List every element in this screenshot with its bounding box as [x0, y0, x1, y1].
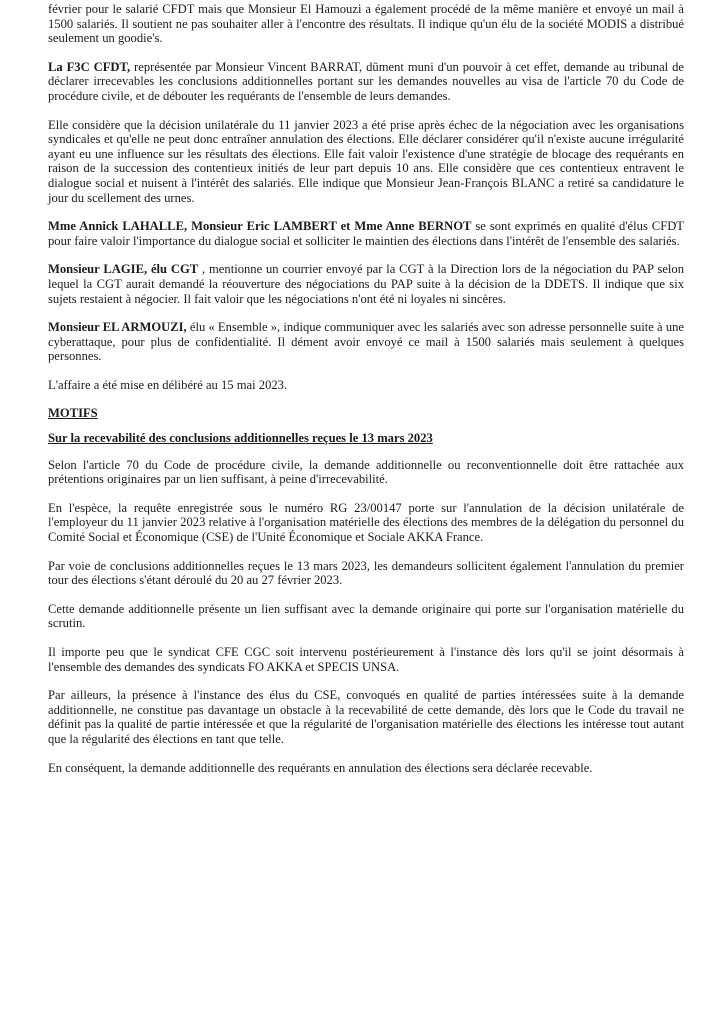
paragraph-elus-cse: Par ailleurs, la présence à l'instance des élus du CSE, convoqués en qualité de parties intéressées suite à la demande additionnelle, ne constitue pas davantage un obstacle à la recevabilité de cette demande, dès lors que le Code du travail ne définit pas la qualité de partie intéressée et que la régularité de l'organisation matérielle des élections les intéresse tout autant que la régularité des élections en tant que telle. [48, 688, 684, 746]
section-heading-motifs: MOTIFS [48, 406, 98, 421]
paragraph-cfe-cgc: Il importe peu que le syndicat CFE CGC soit intervenu postérieurement à l'instance dès lors qu'il se joint désormais à l'ensemble des demandes des syndicats FO AKKA et SPECIS UNSA. [48, 645, 684, 674]
party-name: La F3C CFDT, [48, 59, 131, 74]
paragraph-text: élu « Ensemble », indique communiquer avec les salariés avec son adresse personnelle suite à une cyberattaque, pour plus de confidentialité. Il dément avoir envoyé ce mail à 1500 salariés mais seulement à quelques personnes. [48, 320, 685, 364]
paragraph-f3c-cfdt [48, 60, 684, 104]
party-name: Monsieur EL ARMOUZI, [48, 320, 187, 335]
paragraph-delibere: L'affaire a été mise en délibéré au 15 mai 2023. [48, 377, 288, 392]
paragraph-lagie-cgt [48, 262, 684, 306]
paragraph-el-armouzi [48, 320, 684, 364]
party-name: Monsieur LAGIE, élu CGT [48, 262, 199, 277]
paragraph-article-70: Selon l'article 70 du Code de procédure civile, la demande additionnelle ou reconventionnelle doit être rattachée aux prétentions originaires par un lien suffisant, à peine d'irrecevabilité. [48, 457, 684, 487]
paragraph-text: représentée par Monsieur Vincent BARRAT, dûment muni d'un pouvoir à cet effet, demande au tribunal de déclarer irrecevables les conclusions additionnelles portant sur les demandes nouvelles au visa de l'article 70 du Code de procédure civile, et de débouter les requérants de l'ensemble de leurs demandes. [48, 59, 684, 103]
paragraph-decision-unilaterale: Elle considère que la décision unilatérale du 11 janvier 2023 a été prise après échec de la négociation avec les organisations syndicales et qu'elle ne peut donc entraîner annulation des élections. Elle déclarer considérer qu'il n'existe aucune irrégularité ayant eu une influence sur les résultats des élections. Elle fait valoir l'existence d'une stratégie de blocage des requérants en raison de la succession des contentieux initiés de leur part depuis 10 ans. Elle considère que ces contentieux entravent le dialogue social et nuisent à l'intérêt des salariés. Elle indique que Monsieur Jean-François BLANC a retiré sa candidature le jour du scellement des urnes. [48, 117, 684, 205]
document-page [48, 2, 684, 789]
paragraph-text: , mentionne un courrier envoyé par la CGT à la Direction lors de la négociation du PAP selon lequel la CGT aurait demandé la réouverture des négociations du PAP suite à la décision de la DDETS. Il indique que six sujets restaient à négocier. Il fait valoir que les négociations n'ont été ni loyales ni sincères. [48, 262, 684, 306]
paragraph-goodies: février pour le salarié CFDT mais que Monsieur El Hamouzi a également procédé de la même manière et envoyé un mail à 1500 salariés. Il soutient ne pas souhaiter aller à l'encontre des résultats. Il indique qu'un élu de la société MODIS a distribué seulement un goodie's. [48, 2, 684, 46]
subsection-heading-recevabilite: Sur la recevabilité des conclusions additionnelles reçues le 13 mars 2023 [48, 431, 433, 446]
paragraph-conclusions-additionnelles: Par voie de conclusions additionnelles reçues le 13 mars 2023, les demandeurs sollicitent également l'annulation du premier tour des élections s'étant déroulé du 20 au 27 février 2023. [48, 558, 684, 588]
paragraph-text: se sont exprimés en qualité d'élus CFDT pour faire valoir l'importance du dialogue social et solliciter le maintien des élections dans l'intérêt de l'ensemble des salariés. [48, 219, 684, 248]
paragraph-conclusion-recevable: En conséquent, la demande additionnelle des requérants en annulation des élections sera déclarée recevable. [48, 760, 593, 775]
paragraph-elus-cfdt [48, 219, 684, 248]
paragraph-requete-rg: En l'espèce, la requête enregistrée sous le numéro RG 23/00147 porte sur l'annulation de la décision unilatérale de l'employeur du 11 janvier 2023 relative à l'organisation matérielle des élections des membres de la délégation du personnel du Comité Social et Économique (CSE) de l'Unité Économique et Sociale AKKA France. [48, 500, 684, 545]
party-name: Mme Annick LAHALLE, Monsieur Eric LAMBERT et Mme Anne BERNOT [48, 219, 472, 234]
paragraph-lien-suffisant: Cette demande additionnelle présente un lien suffisant avec la demande originaire qui porte sur l'organisation matérielle du scrutin. [48, 601, 684, 631]
